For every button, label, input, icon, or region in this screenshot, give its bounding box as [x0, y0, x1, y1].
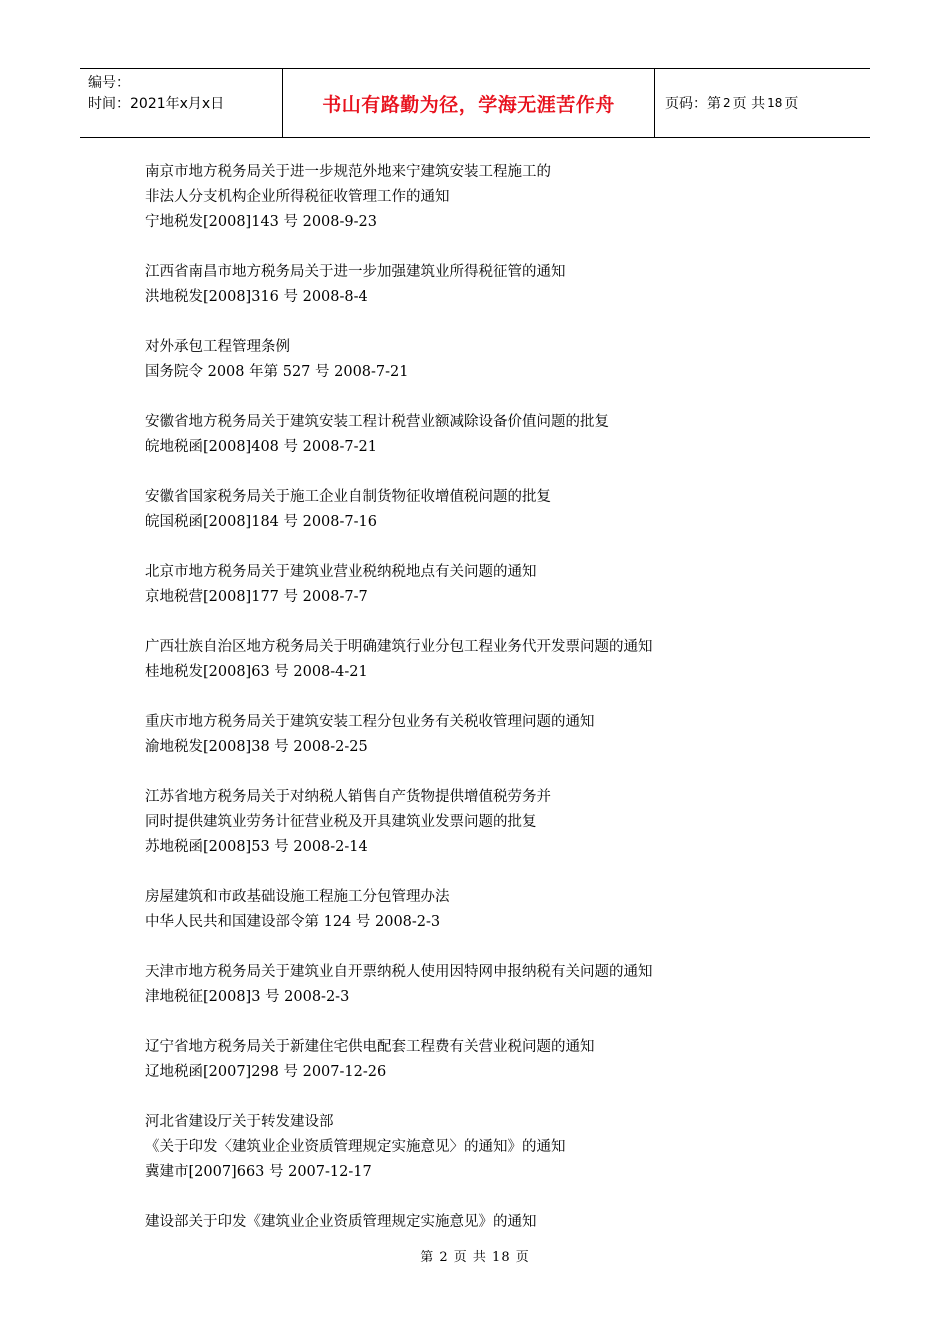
page-total: 18 [767, 96, 783, 110]
regulation-title-line: 天津市地方税务局关于建筑业自开票纳税人使用因特网申报纳税有关问题的通知 [145, 964, 653, 980]
page-header [80, 68, 870, 138]
header-motto-cell [282, 69, 655, 137]
page-footer: 第 2 页 共 18 页 [420, 1250, 530, 1265]
regulation-reference-line: 皖地税函[2008]408 号 2008-7-21 [145, 439, 377, 455]
regulation-reference-line: 洪地税发[2008]316 号 2008-8-4 [145, 289, 368, 305]
regulation-entry [145, 1110, 845, 1185]
regulation-reference-line: 辽地税函[2007]298 号 2007-12-26 [145, 1064, 387, 1080]
regulation-title-line: 建设部关于印发《建筑业企业资质管理规定实施意见》的通知 [145, 1214, 537, 1230]
regulation-entry [145, 485, 845, 535]
regulation-title-line: 北京市地方税务局关于建筑业营业税纳税地点有关问题的通知 [145, 564, 537, 580]
document-number-label: 编号： [88, 75, 130, 91]
regulation-entry [145, 785, 845, 860]
regulation-entry [145, 260, 845, 310]
regulation-reference-line: 皖国税函[2008]184 号 2008-7-16 [145, 514, 377, 530]
regulation-title-line: 广西壮族自治区地方税务局关于明确建筑行业分包工程业务代开发票问题的通知 [145, 639, 653, 655]
regulation-title-line: 同时提供建筑业劳务计征营业税及开具建筑业发票问题的批复 [145, 814, 537, 830]
regulation-entry [145, 960, 845, 1010]
regulation-title-line: 非法人分支机构企业所得税征收管理工作的通知 [145, 189, 450, 205]
regulation-reference-line: 冀建市[2007]663 号 2007-12-17 [145, 1164, 372, 1180]
regulation-entry [145, 1210, 845, 1235]
regulation-reference-line: 宁地税发[2008]143 号 2008-9-23 [145, 214, 377, 230]
regulation-entry [145, 410, 845, 460]
document-time-label: 时间：2021年x月x日 [88, 96, 225, 112]
regulation-reference-line: 津地税征[2008]3 号 2008-2-3 [145, 989, 350, 1005]
regulation-entry [145, 710, 845, 760]
header-page-info [655, 69, 870, 137]
regulation-entry [145, 335, 845, 385]
regulation-title-line: 河北省建设厅关于转发建设部 [145, 1114, 334, 1130]
regulation-title-line: 安徽省国家税务局关于施工企业自制货物征收增值税问题的批复 [145, 489, 551, 505]
regulation-reference-line: 桂地税发[2008]63 号 2008-4-21 [145, 664, 368, 680]
regulation-title-line: 江西省南昌市地方税务局关于进一步加强建筑业所得税征管的通知 [145, 264, 566, 280]
regulation-title-line: 辽宁省地方税务局关于新建住宅供电配套工程费有关营业税问题的通知 [145, 1039, 595, 1055]
regulation-title-line: 房屋建筑和市政基础设施工程施工分包管理办法 [145, 889, 450, 905]
regulation-title-line: 安徽省地方税务局关于建筑安装工程计税营业额减除设备价值问题的批复 [145, 414, 609, 430]
regulation-reference-line: 国务院令 2008 年第 527 号 2008-7-21 [145, 364, 409, 380]
regulation-entry [145, 635, 845, 685]
regulation-entry [145, 1035, 845, 1085]
regulation-title-line: 重庆市地方税务局关于建筑安装工程分包业务有关税收管理问题的通知 [145, 714, 595, 730]
regulation-reference-line: 苏地税函[2008]53 号 2008-2-14 [145, 839, 368, 855]
regulation-entry [145, 885, 845, 935]
regulation-entry [145, 560, 845, 610]
header-motto: 书山有路勤为径，学海无涯苦作舟 [322, 93, 615, 116]
regulation-reference-line: 中华人民共和国建设部令第 124 号 2008-2-3 [145, 914, 441, 930]
page-end-label: 页 [784, 96, 799, 112]
regulation-title-line: 江苏省地方税务局关于对纳税人销售自产货物提供增值税劳务并 [145, 789, 551, 805]
page-mid-label: 页 共 [732, 96, 766, 112]
regulation-entry [145, 160, 845, 235]
regulation-title-line: 对外承包工程管理条例 [145, 339, 290, 355]
page-current: 2 [723, 96, 731, 110]
document-body [145, 160, 845, 1260]
regulation-reference-line: 京地税营[2008]177 号 2008-7-7 [145, 589, 368, 605]
header-meta [80, 69, 282, 137]
regulation-title-line: 《关于印发〈建筑业企业资质管理规定实施意见〉的通知》的通知 [145, 1139, 566, 1155]
page-label: 页码：第 [665, 96, 721, 112]
regulation-reference-line: 渝地税发[2008]38 号 2008-2-25 [145, 739, 368, 755]
regulation-title-line: 南京市地方税务局关于进一步规范外地来宁建筑安装工程施工的 [145, 164, 551, 180]
